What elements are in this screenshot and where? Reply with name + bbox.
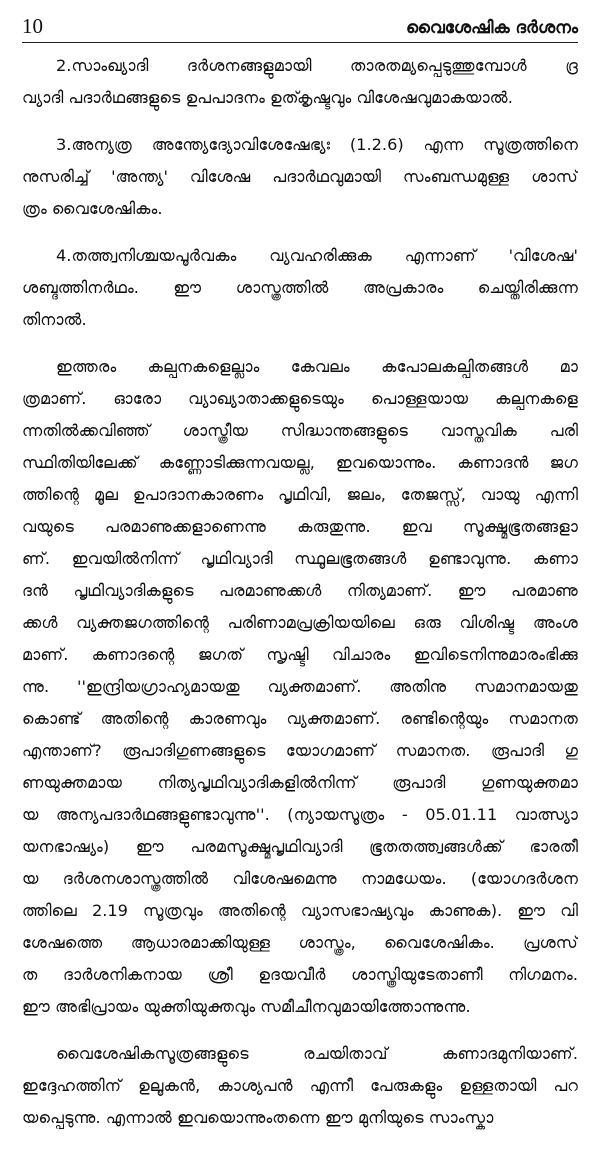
header-rule (22, 42, 578, 43)
text-line: കൊണ്ട് അതിന്റെ കാരണവും വ്യക്തമാണ്. രണ്ടിന്റെയും സമാനത (22, 709, 578, 728)
text-line: ത്രമാണ്. ഓരോ വ്യാഖ്യാതാക്കളുടെയും പൊള്ളയായ കല്പനകളെ (22, 389, 578, 408)
text-line: ശബ്ദത്തിനർഥം. ഈ ശാസ്ത്രത്തിൽ അപ്രകാരം ചെയ്തിരിക്കുന്ന (22, 278, 578, 297)
text-line: യ ദർശനശാസ്ത്രത്തിൽ വിശേഷമെന്നു നാമധേയം. (യോഗദർശന (22, 869, 578, 888)
text-line: ന്നതിൽക്കവിഞ്ഞ് ശാസ്ത്രീയ സിദ്ധാന്തങ്ങളുടെ വാസ്തവിക പരി (22, 421, 578, 440)
text-line: വൈശേഷികസൂത്രങ്ങളുടെ രചയിതാവ് കണാദമുനിയാണ്. (56, 1044, 578, 1063)
text-line: മാണ്. കണാദന്റെ ജഗത് സൃഷ്ടി വിചാരം ഇവിടെനിന്നുമാരംഭിക്കു (22, 645, 578, 664)
paragraph (22, 129, 578, 225)
text-line: ത്രം വൈശേഷികം. (22, 199, 163, 218)
text-line: ത്തിന്റെ മൂല ഉപാദാനകാരണം പൃഥിവി, ജലം, തേജസ്സ്, വായു എന്നി (22, 485, 578, 504)
text-line: ന്നു. ''ഇന്ദ്രിയഗ്രാഹ്യമായതു വ്യക്തമാണ്. അതിനു സമാനമായതു (22, 677, 578, 696)
text-line: ത്തിലെ 2.19 സൂത്രവും അതിന്റെ വ്യാസഭാഷ്യവും കാണുക). ഈ വി (22, 901, 578, 920)
text-line: ണയുക്തമായ നിത്യപൃഥിവ്യാദികളിൽനിന്ന് രൂപാദി ഗുണയുക്തമാ (22, 773, 578, 792)
text-line: വ്യാദി പദാർഥങ്ങളുടെ ഉപപാദനം ഉത്കൃഷ്ടവും വിശേഷവുമാകയാൽ. (22, 88, 513, 107)
page-header (22, 14, 578, 40)
text-line: 2.സാംഖ്യാദി ദർശനങ്ങളുമായി താരതമ്യപ്പെടുത്തുമ്പോൾ ദ്ര (56, 56, 578, 75)
text-line: തിനാൽ. (22, 310, 87, 329)
paragraph (22, 351, 578, 1023)
body-text (22, 50, 578, 1149)
page-number: 10 (22, 14, 43, 38)
text-line: എന്താണ്? രൂപാദിഗുണങ്ങളുടെ യോഗമാണ് സമാനത. രൂപാദി ഗു (22, 741, 578, 760)
paragraph (22, 1038, 578, 1134)
text-line: സ്ഥിതിയിലേക്ക് കണ്ണോടിക്കുന്നവയല്ല, ഇവയൊന്നും. കണാദൻ ജഗ (22, 453, 578, 472)
text-line: നുസരിച്ച് 'അന്ത്യ' വിശേഷ പദാർഥവുമായി സംബന്ധമുള്ള ശാസ് (22, 167, 578, 186)
running-title: വൈശേഷിക ദർശനം (406, 18, 578, 38)
text-line: വയുടെ പരമാണുക്കളാണെന്നു കരുതുന്നു. ഇവ സൂക്ഷ്മഭൂതങ്ങളാ (22, 517, 578, 536)
text-line: ത ദാർശനികനായ ശ്രീ ഉദയവീർ ശാസ്ത്രിയുടേതാണീ നിഗമനം. (22, 965, 578, 984)
text-line: 3.അന്യത്ര അന്ത്യേദ്യോവിശേഷേഭ്യഃ (1.2.6) എന്ന സൂത്രത്തിനെ (56, 135, 578, 154)
text-line: യനഭാഷ്യം) ഈ പരമസൂക്ഷ്മപൃഥിവ്യാദി ഭൂതതത്ത്വങ്ങൾക്ക് ഭാരതീ (22, 837, 578, 856)
text-line: ഇത്തരം കല്പനകളെല്ലാം കേവലം കപോലകല്പിതങ്ങൾ മാ (56, 357, 578, 376)
text-line: യ അന്യപദാർഥങ്ങളുണ്ടാവുന്നു''. (ന്യായസൂത്രം - 05.01.11 വാത്സ്യാ (22, 805, 578, 824)
text-line: ണ്. ഇവയിൽനിന്ന് പൃഥിവ്യാദി സ്ഥൂലഭൂതങ്ങൾ ഉണ്ടാവുന്നു. കണാ (22, 549, 578, 568)
text-line: യപ്പെടുന്നു. എന്നാൽ ഇവയൊന്നുംതന്നെ ഈ മുനിയുടെ സാംസ്കാ (22, 1108, 494, 1127)
text-line: ശേഷത്തെ ആധാരമാക്കിയുള്ള ശാസ്ത്രം, വൈശേഷികം. പ്രശസ് (22, 933, 578, 952)
paragraph (22, 50, 578, 114)
text-line: ഈ അഭിപ്രായം യുക്തിയുക്തവും സമീചീനവുമായിത്തോന്നുന്നു. (22, 997, 471, 1016)
text-line: ഇദ്ദേഹത്തിന് ഉലൂകൻ, കാശ്യപൻ എന്നീ പേരുകളും ഉള്ളതായി പറ (22, 1076, 578, 1095)
paragraph (22, 240, 578, 336)
text-line: 4.തത്ത്വനിശ്ചയപൂർവകം വ്യവഹരിക്കുക എന്നാണ് 'വിശേഷ' (56, 246, 578, 265)
text-line: ദൻ പൃഥിവ്യാദികളുടെ പരമാണുക്കൾ നിത്യമാണ്. ഈ പരമാണു (22, 581, 578, 600)
text-line: ക്കൾ വ്യക്തജഗത്തിന്റെ പരിണാമപ്രക്രിയയിലെ ഒരു വിശിഷ്ട അംശ (22, 613, 578, 632)
